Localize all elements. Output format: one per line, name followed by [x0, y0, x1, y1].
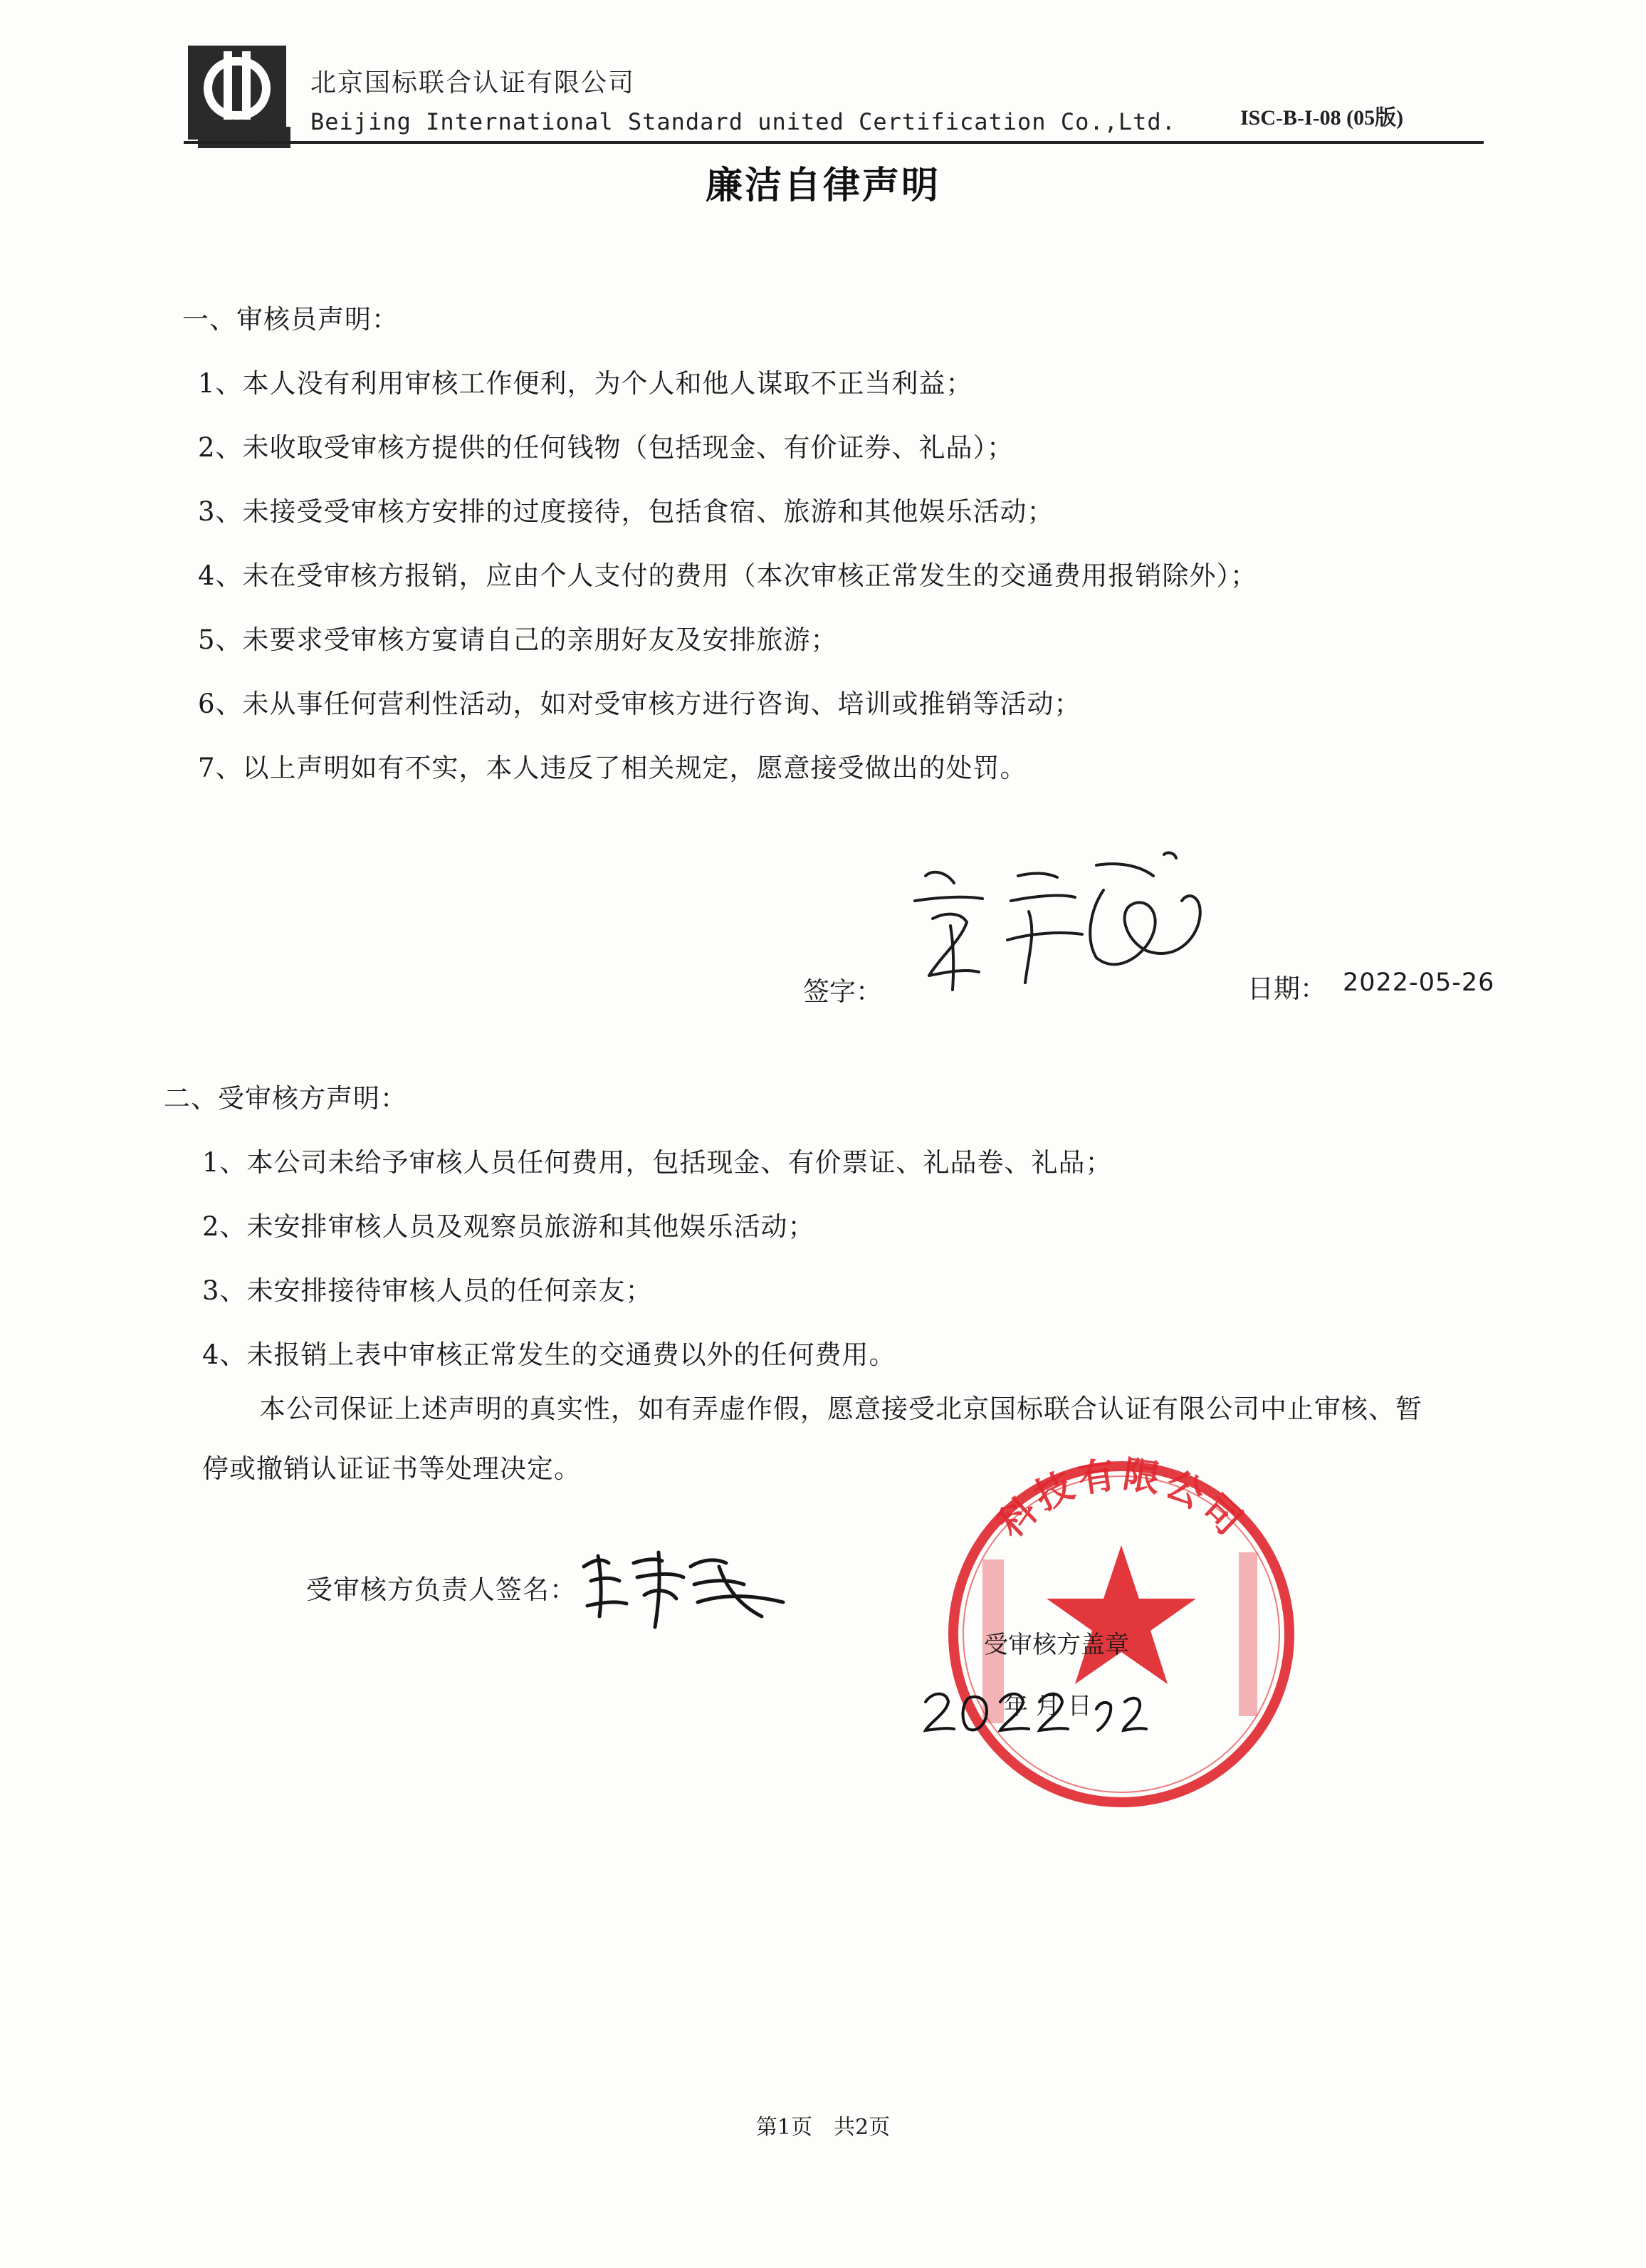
- section2-item: 2、未安排审核人员及观察员旅游和其他娱乐活动；: [202, 1211, 815, 1242]
- section2-item: 1、本公司未给予审核人员任何费用，包括现金、有价票证、礼品卷、礼品；: [202, 1147, 1113, 1178]
- section1-item: 3、未接受受审核方安排的过度接待，包括食宿、旅游和其他娱乐活动；: [198, 496, 1054, 527]
- section1-item: 5、未要求受审核方宴请自己的亲朋好友及安排旅游；: [198, 625, 838, 655]
- seal-date-text: 年 月 日: [1004, 1692, 1092, 1720]
- document-code: ISC-B-I-08 (05版): [1240, 106, 1404, 130]
- section2-item: 4、未报销上表中审核正常发生的交通费以外的任何费用。: [202, 1339, 896, 1370]
- guarantee-paragraph-line1: 本公司保证上述声明的真实性，如有弄虚作假，愿意接受北京国标联合认证有限公司中止审核、暂: [259, 1394, 1422, 1424]
- section1-item: 4、未在受审核方报销，应由个人支付的费用（本次审核正常发生的交通费用报销除外）；: [198, 560, 1258, 591]
- company-name-en: Beijing International Standard united Certification Co.,Ltd.: [310, 108, 1176, 135]
- section1-item: 2、未收取受审核方提供的任何钱物（包括现金、有价证券、礼品）；: [198, 432, 1015, 463]
- section1-heading: 一、审核员声明：: [182, 304, 399, 335]
- company-name-cn: 北京国标联合认证有限公司: [310, 68, 636, 98]
- guarantee-paragraph-line2: 停或撤销认证证书等处理决定。: [202, 1453, 581, 1484]
- auditor-signature: [883, 833, 1239, 1011]
- page-footer: 第1页 共2页: [755, 2115, 891, 2140]
- section1-item: 6、未从事任何营利性活动，如对受审核方进行咨询、培训或推销等活动；: [198, 689, 1081, 719]
- section1-item: 1、本人没有利用审核工作便利，为个人和他人谋取不正当利益；: [198, 368, 973, 399]
- seal-text: 科技有限公司: [990, 1453, 1253, 1547]
- section2-item: 3、未安排接待审核人员的任何亲友；: [202, 1275, 653, 1306]
- responsible-signature: [577, 1538, 790, 1631]
- section1-item: 7、以上声明如有不实，本人违反了相关规定，愿意接受做出的处罚。: [198, 753, 1027, 783]
- page-title: 廉洁自律声明: [705, 164, 940, 207]
- date-label: 日期：: [1247, 973, 1326, 1004]
- signature-label: 签字：: [803, 976, 882, 1007]
- date-value: 2022-05-26: [1343, 968, 1495, 997]
- seal-label: 受审核方盖章: [984, 1631, 1129, 1659]
- section2-heading: 二、受审核方声明：: [164, 1083, 407, 1114]
- responsible-signature-label: 受审核方负责人签名：: [306, 1574, 577, 1605]
- company-logo: [184, 41, 290, 148]
- header-divider: [184, 141, 1484, 144]
